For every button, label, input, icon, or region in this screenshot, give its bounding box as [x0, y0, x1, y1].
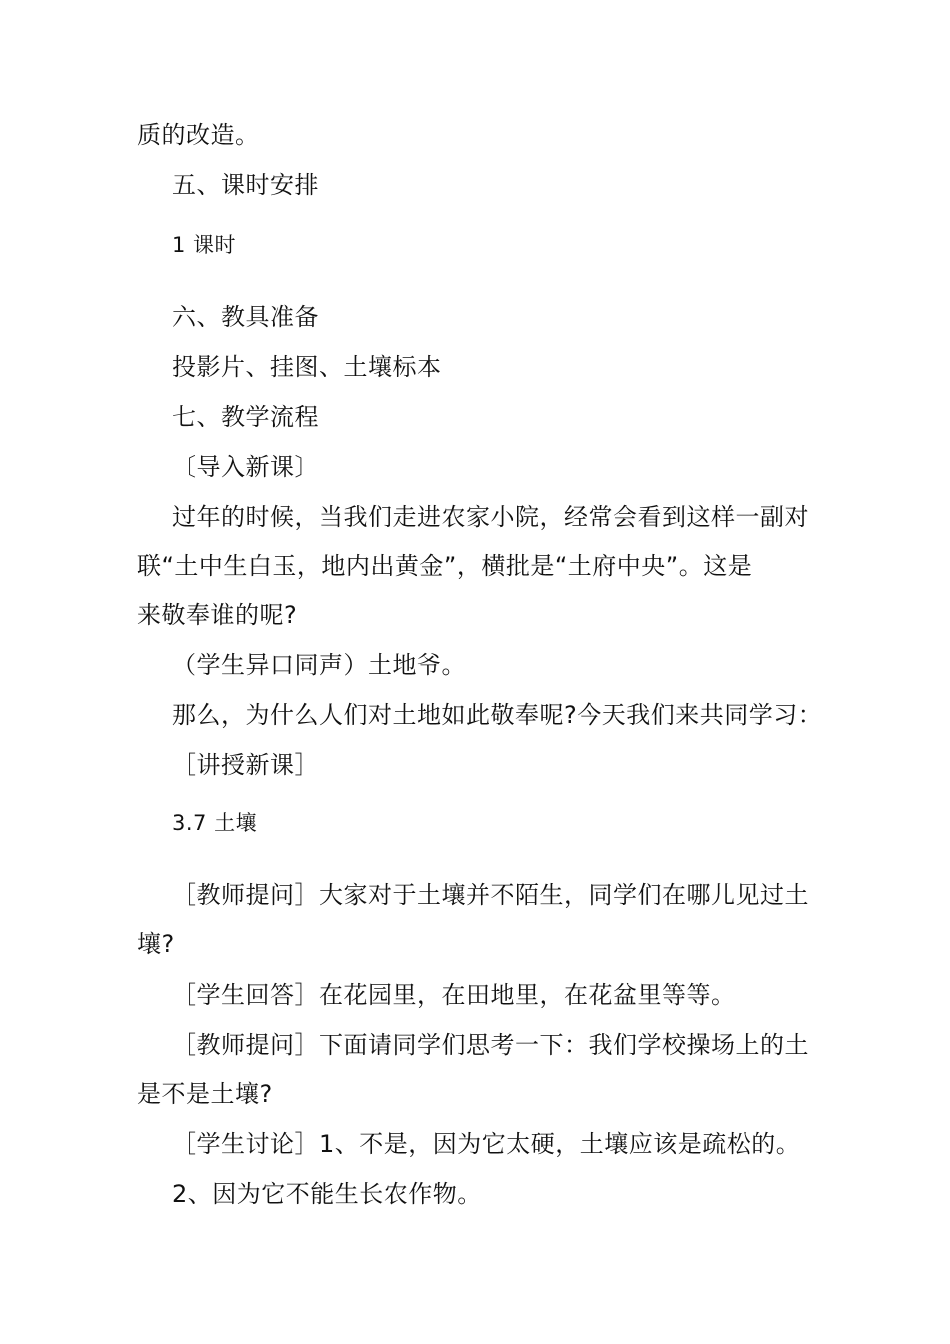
paragraph-line: 联“土中生白玉，地内出黄金”，横批是“土府中央”。这是 [137, 552, 753, 580]
teacher-question: ［教师提问］大家对于土壤并不陌生，同学们在哪儿见过土 [172, 881, 809, 909]
teacher-question: ［教师提问］下面请同学们思考一下：我们学校操场上的土 [172, 1031, 809, 1059]
teaching-aids-text: 投影片、挂图、土壤标本 [172, 353, 442, 381]
schedule-text: 1 课时 [172, 233, 237, 257]
paragraph-line: 过年的时候，当我们走进农家小院，经常会看到这样一副对 [172, 503, 809, 531]
lesson-title: 3.7 土壤 [172, 811, 258, 835]
student-discussion: ［学生讨论］1、不是，因为它太硬，土壤应该是疏松的。 [172, 1130, 801, 1158]
paragraph-line: 2、因为它不能生长农作物。 [172, 1180, 482, 1208]
student-response: （学生异口同声）土地爷。 [172, 651, 466, 679]
student-answer: ［学生回答］在花园里，在田地里，在花盆里等等。 [172, 981, 736, 1009]
section-intro-label: 〔导入新课〕 [172, 453, 319, 481]
paragraph-line: 壤? [137, 930, 175, 958]
heading-teaching-aids: 六、教具准备 [172, 303, 319, 331]
heading-schedule: 五、课时安排 [172, 171, 319, 199]
heading-teaching-process: 七、教学流程 [172, 403, 319, 431]
paragraph-line: 是不是土壤? [137, 1080, 273, 1108]
paragraph-continuation: 质的改造。 [137, 121, 260, 149]
paragraph-line: 那么，为什么人们对土地如此敬奉呢?今天我们来共同学习： [172, 701, 823, 729]
section-lecture-label: ［讲授新课］ [172, 751, 319, 779]
paragraph-line: 来敬奉谁的呢? [137, 601, 298, 629]
